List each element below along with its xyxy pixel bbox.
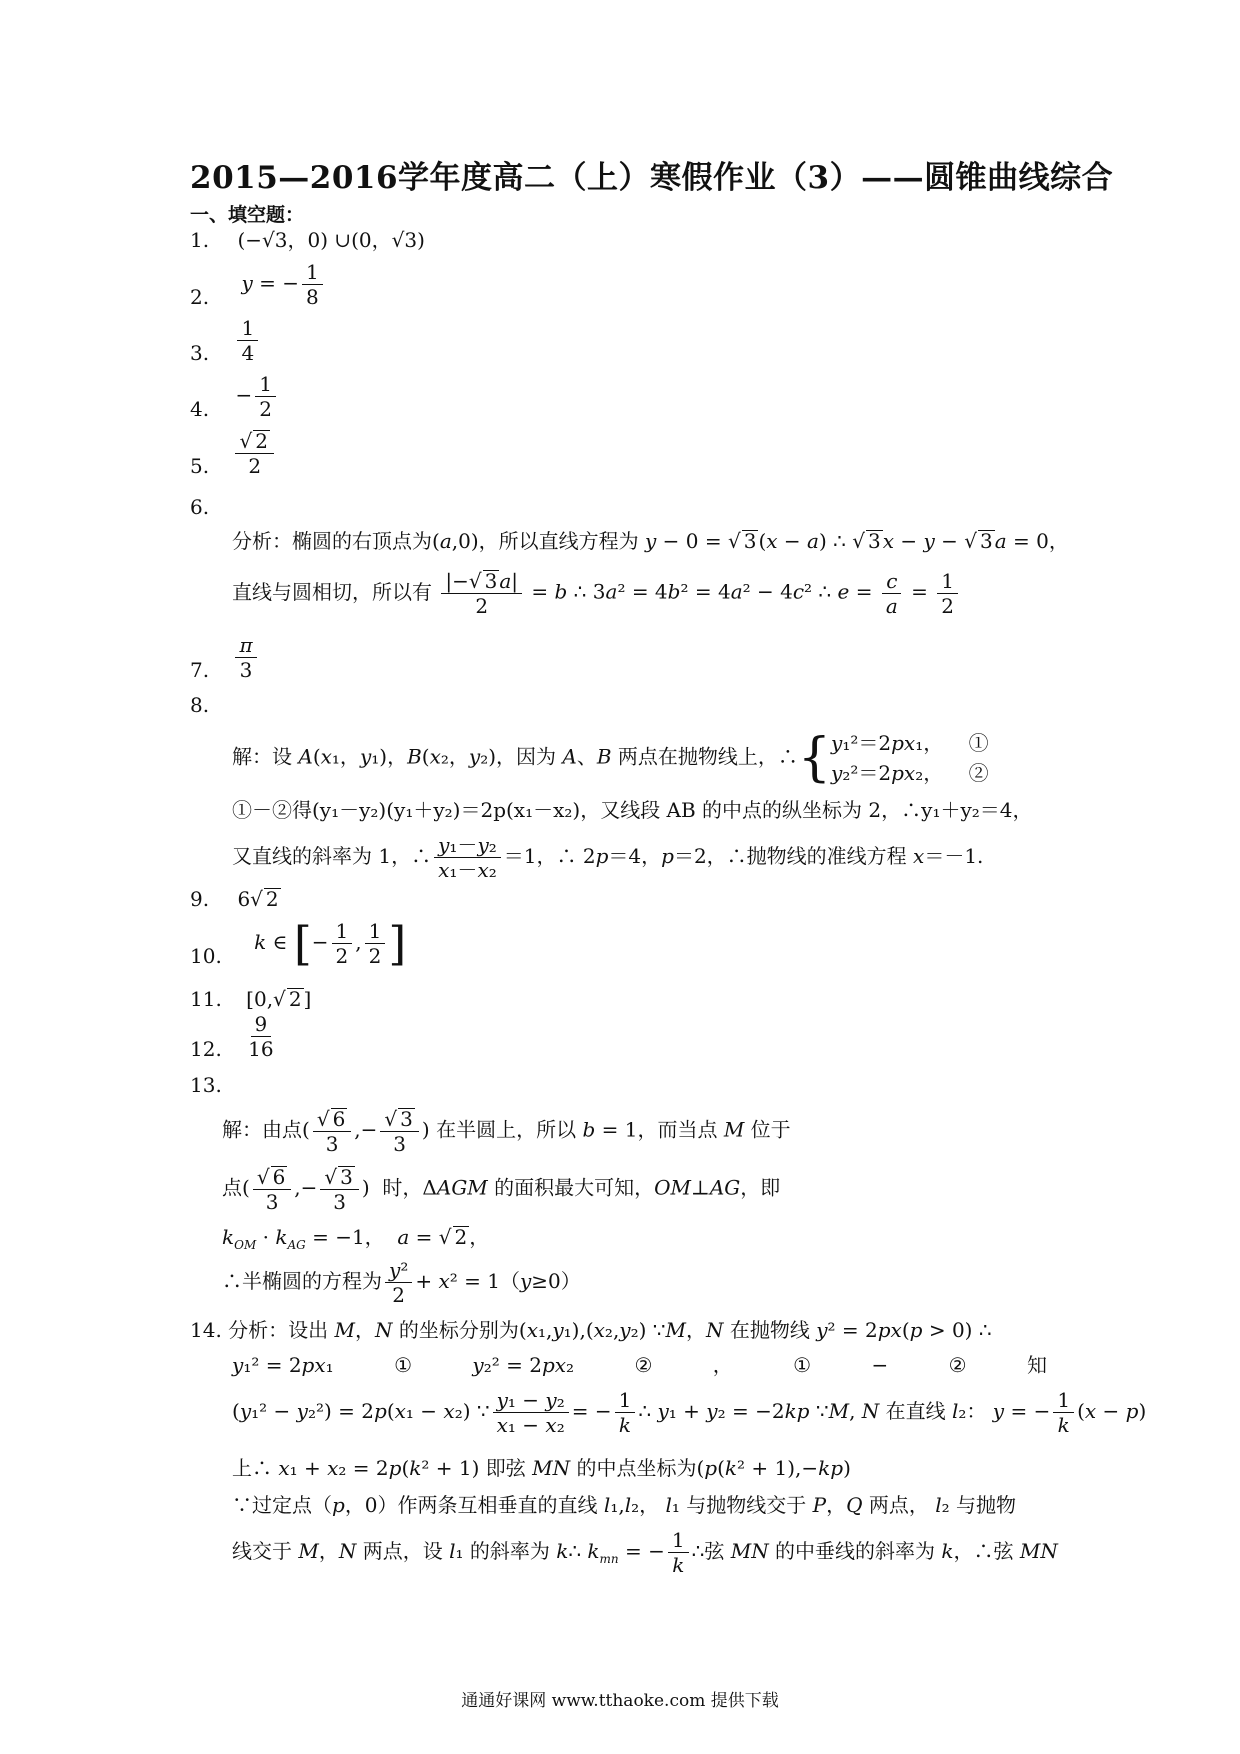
item-number: 14. [190, 1318, 222, 1342]
item-number: 1. [190, 228, 210, 252]
answer-9: 9. 6√ 2 [190, 887, 279, 911]
answer-11: 11. [0,√ 2 ] [190, 987, 312, 1011]
solution-14-line-6: 线交于 M，N 两点，设 l₁ 的斜率为 k∴ $k_{mn}$ = − $\frac{1}{k}$ ∴弦 MN 的中垂线的斜率为 k，∴弦 MN [232, 1528, 1058, 1577]
page-title: 2015—2016学年度高二（上）寒假作业（3）——圆锥曲线综合 [190, 160, 1114, 196]
solution-8-line-3: 又直线的斜率为 1，∴ $\frac{\text{y₁－y₂}}{\text{x₁－x₂}}$ ＝1，∴ 2p＝4，p＝2，∴抛物线的准线方程 x＝－1. [232, 833, 984, 882]
answer-formula: $\frac{\pi}{3}$ [235, 635, 256, 680]
item-number: 12. [190, 1037, 222, 1061]
answer-1 [190, 230, 425, 250]
solution-14-line-3: (y₁² − y₂²) = 2p(x₁ − x₂) ∵ $\frac{\text{y₁ − y₂}}{\text{x₁ − x₂}}$ = − $\frac{1}{k}$ ∴ y₁ + y₂ = −2kp ∵M, N 在直线 l₂： y = − $\frac{1}{k}$ (x − p) [232, 1388, 1147, 1437]
solution-14-line-4: 上∴ x₁ + x₂ = 2p(k² + 1) 即弦 MN 的中点坐标为(p(k² + 1),−kp) [232, 1456, 851, 1480]
item-number: 5. [190, 453, 210, 478]
answer-text: (−√3，0) ∪(0，√3) [237, 228, 425, 252]
solution-14-line-1: 14. 分析：设出 M，N 的坐标分别为(x₁,y₁),(x₂,y₂) ∵M，N 在抛物线 y² = 2px(p > 0) ∴ [190, 1318, 992, 1342]
section-heading: 一、填空题： [190, 204, 305, 226]
item-number: 10. [190, 943, 222, 968]
solution-13-line-4: ∴半椭圆的方程为 $\frac{\text{y²}}{2}$ + x² = 1（y≥0） [222, 1258, 581, 1307]
answer-5 [190, 430, 277, 476]
solution-13-line-2: 点( $\frac{√ 6}{3}$ ,− $\frac{√ 3}{3}$ ) 时，ΔAGM 的面积最大可知，OM⊥AG，即 [222, 1165, 781, 1214]
item-number: 7. [190, 658, 210, 682]
solution-14-line-5: ∵过定点（p，0）作两条互相垂直的直线 l₁,l₂， l₁ 与抛物线交于 P，Q 两点， l₂ 与抛物 [232, 1493, 1016, 1517]
answer-4 [190, 374, 279, 419]
item-number: 11. [190, 987, 222, 1011]
solution-14-line-2: y₁² = 2px₁ ① y₂² = 2px₂ ② ， ① − ② 知 [232, 1353, 1047, 1377]
item-number: 4. [190, 397, 210, 421]
answer-7 [190, 635, 260, 680]
solution-6-line-1: 分析：椭圆的右顶点为(a,0)，所以直线方程为 y − 0 = √ 3 (x − a) ∴ √ 3 x − y − √ 3 a = 0， [232, 529, 1069, 553]
item-number: 2. [190, 285, 210, 309]
item-number-6: 6. [190, 495, 210, 519]
answer-10: 10. k ∈ [− $\frac{1}{2}$ , $\frac{1}{2}$ ] [190, 916, 407, 970]
page-footer: 通通好课网 www.tthaoke.com 提供下载 [461, 1691, 779, 1711]
solution-13-line-1: 解：由点( $\frac{√ 6}{3}$ ,− $\frac{√ 3}{3}$ ) 在半圆上，所以 b = 1，而当点 M 位于 [222, 1107, 791, 1156]
item-number: 9. [190, 887, 210, 911]
answer-formula: − $\frac{1}{2}$ [235, 383, 279, 407]
item-number-13: 13. [190, 1073, 222, 1097]
solution-6-line-2: 直线与圆相切，所以有 $\frac{|-√ 3 a|}{2}$ = b ∴ 3a² = 4b² = 4a² − 4c² ∴ e = $\frac{c}{a}$ = $\frac{1}{2}$ [232, 570, 961, 616]
solution-13-line-3: $k_{OM} \cdot k_{AG} = -1$， a = √ 2 ， [222, 1225, 490, 1252]
item-number: 3. [190, 341, 210, 365]
item-number-8: 8. [190, 693, 210, 717]
solution-8-line-1: 解：设 A(x₁，y₁)，B(x₂，y₂)，因为 A、B 两点在抛物线上，∴{ y₁²＝2px₁， ① y₂²＝2px₂， ② [232, 728, 989, 788]
answer-3 [190, 318, 261, 363]
answer-formula: $\frac{√ 2}{2}$ [235, 430, 273, 476]
answer-formula: y = − $\frac{1}{8}$ [241, 262, 325, 307]
answer-formula: $\frac{1}{4}$ [237, 318, 258, 363]
answer-2 [190, 262, 326, 307]
answer-12: 12. $\frac{9}{16}$ [190, 1012, 274, 1061]
solution-8-line-2: ①－②得(y₁－y₂)(y₁＋y₂)＝2p(x₁－x₂)，又线段 AB 的中点的纵坐标为 2，∴y₁＋y₂＝4， [232, 798, 1033, 822]
